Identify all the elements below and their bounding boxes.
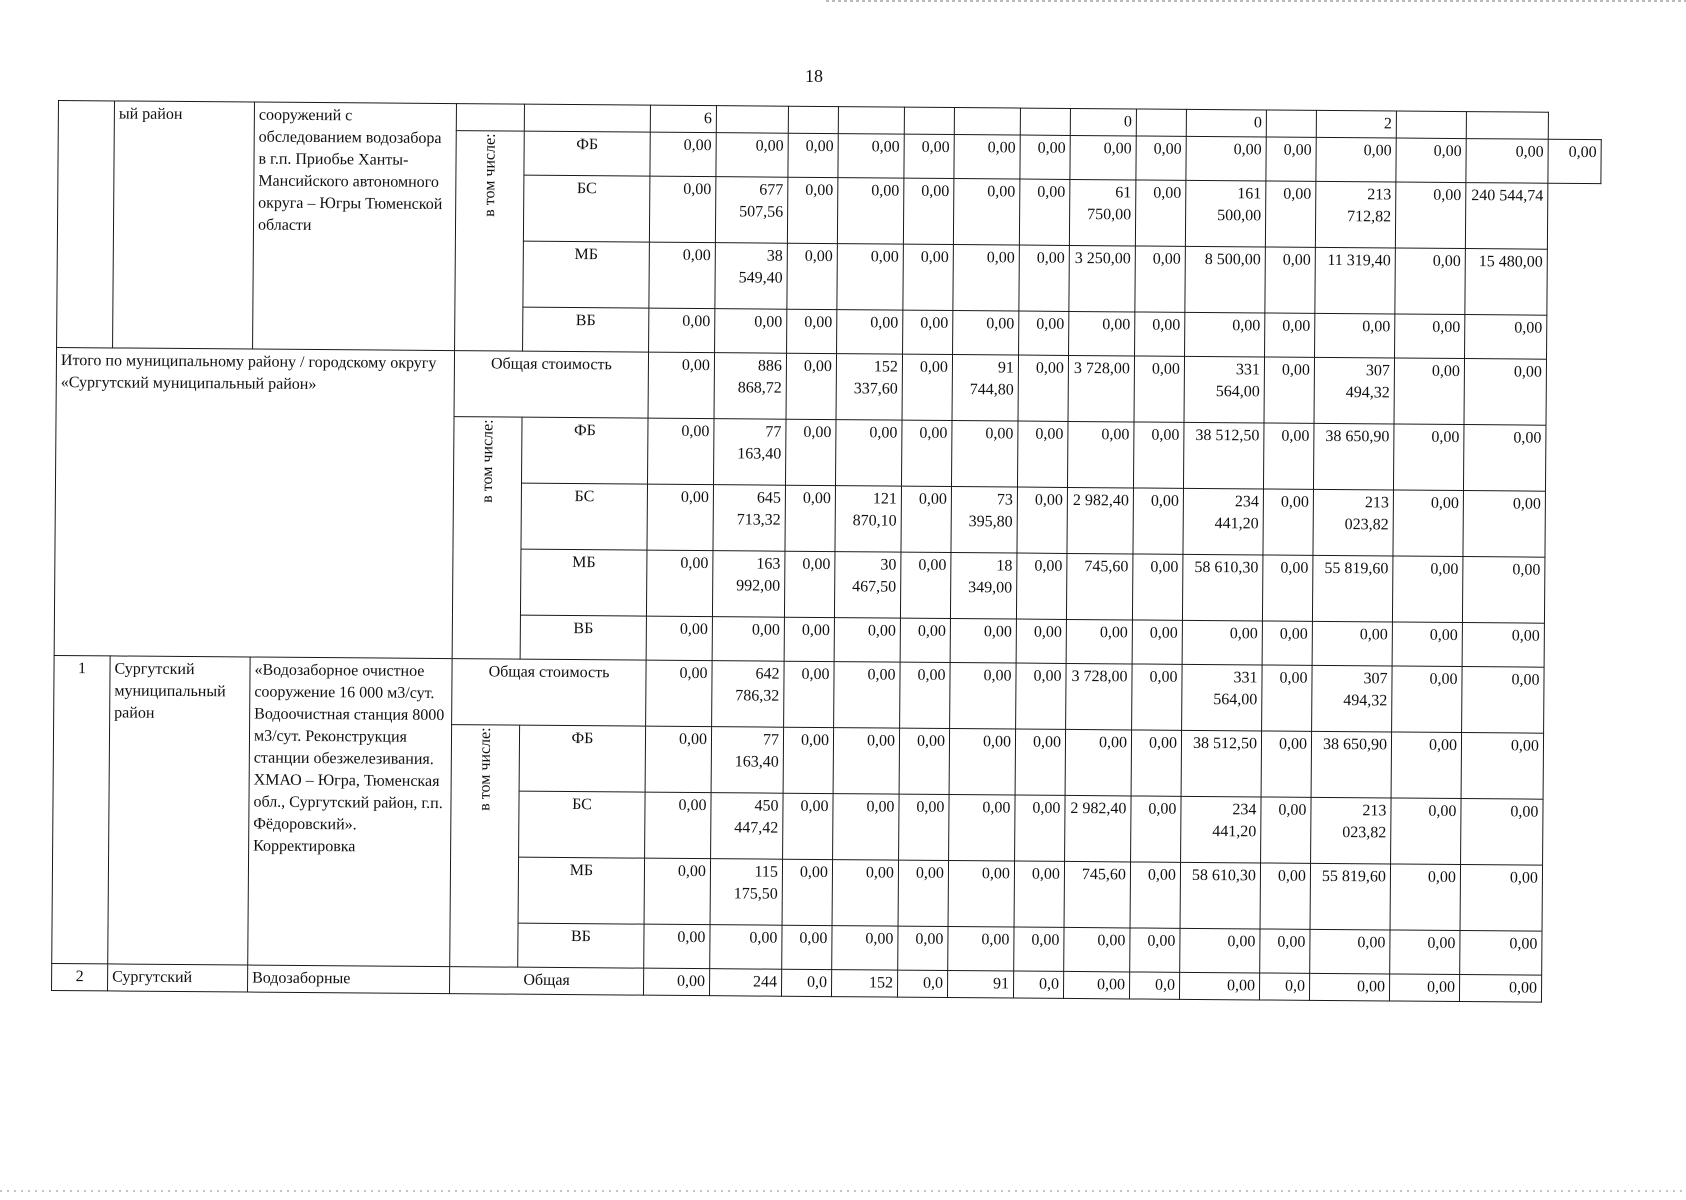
total-title-cell: Итого по муниципальному району / городскому округу «Сургутский муниципальный район» (54, 347, 454, 658)
fund-label-cell: ВБ (518, 923, 644, 968)
page-number: 18 (805, 66, 823, 86)
value-cell: 0,00 (1180, 928, 1260, 973)
value-cell: 0,00 (643, 968, 709, 996)
value-cell: 18 349,00 (950, 553, 1017, 620)
value-cell: 38 512,50 (1183, 422, 1264, 489)
table-body (52, 101, 1602, 1003)
value-cell: 0,00 (710, 925, 782, 970)
value-cell: 0,00 (783, 793, 834, 859)
value-cell: 0,00 (648, 418, 715, 485)
value-cell: 0,00 (899, 728, 950, 794)
fund-label-cell: БС (519, 791, 646, 858)
total-label-cell: Общая стоимость (454, 351, 649, 419)
value-cell: 2 982,40 (1065, 795, 1132, 862)
value-cell: 0,00 (1395, 314, 1465, 359)
value-cell: 0,0 (1013, 971, 1063, 998)
scan-noise-bottom (0, 1190, 1686, 1192)
value-cell: 0,00 (837, 178, 904, 245)
value-cell: 0,00 (782, 925, 832, 969)
value-cell: 0,00 (1265, 247, 1316, 313)
value-cell: 0,00 (1132, 664, 1183, 730)
value-cell: 0,00 (1135, 180, 1186, 246)
description-cell: сооружений с обследованием водозабора в г.п. Приобье Ханты-Мансийского автономного округа – Югры Тюменской области (253, 102, 457, 351)
value-cell: 0,00 (948, 861, 1015, 928)
value-cell: 0,00 (785, 419, 836, 485)
value-cell: 0,00 (1262, 621, 1312, 665)
value-cell: 0,00 (648, 352, 715, 419)
value-cell: 745,60 (1066, 553, 1133, 620)
value-cell: 645 713,32 (713, 485, 786, 552)
item-number-cell: 1 (52, 655, 110, 963)
value-cell: 0,00 (837, 310, 903, 355)
value-cell: 3 728,00 (1068, 355, 1135, 422)
value-cell: 0,00 (784, 661, 835, 727)
value-cell: 0,00 (1134, 356, 1185, 422)
value-cell: 0,00 (902, 354, 953, 420)
value-cell: 234 441,20 (1183, 488, 1264, 555)
value-cell: 0,00 (644, 924, 710, 969)
carry-cell (524, 104, 650, 132)
value-cell: 38 549,40 (715, 243, 788, 310)
value-cell: 0,00 (898, 926, 948, 970)
value-cell: 0,0 (1129, 972, 1179, 999)
value-cell: 0,00 (903, 178, 954, 244)
value-cell: 213 023,82 (1311, 797, 1392, 864)
value-cell: 0,00 (1015, 729, 1066, 795)
value-cell: 73 395,80 (951, 487, 1018, 554)
value-cell: 115 175,50 (710, 859, 783, 926)
value-cell: 61 750,00 (1069, 179, 1136, 246)
value-cell: 0,00 (901, 486, 952, 552)
fund-label-cell: ФБ (519, 725, 646, 792)
carry-cell: 0 (1186, 109, 1266, 137)
value-cell: 0,00 (1015, 795, 1066, 861)
value-cell: 0,00 (953, 311, 1019, 356)
carry-cell (788, 106, 838, 133)
value-cell: 0,00 (650, 132, 716, 177)
value-cell: 0,00 (1016, 663, 1067, 729)
value-cell: 0,00 (1464, 359, 1547, 426)
value-cell: 0,00 (901, 420, 952, 486)
value-cell: 0,00 (646, 616, 712, 661)
value-cell: 0,00 (1265, 181, 1316, 247)
value-cell: 642 786,32 (712, 661, 785, 728)
value-cell: 161 500,00 (1185, 180, 1266, 247)
value-cell: 38 512,50 (1181, 730, 1262, 797)
value-cell: 0,00 (1018, 355, 1069, 421)
vertical-label-cell (455, 131, 525, 352)
value-cell: 0,00 (1065, 729, 1132, 796)
value-cell: 0,00 (783, 727, 834, 793)
scan-noise-top (826, 0, 1686, 2)
value-cell: 0,00 (904, 134, 954, 178)
value-cell: 0,00 (1462, 623, 1544, 668)
value-cell: 0,00 (1395, 248, 1466, 315)
value-cell: 0,00 (1133, 488, 1184, 554)
value-cell: 0,00 (785, 485, 836, 551)
carry-cell (904, 107, 954, 134)
value-cell: 0,00 (1063, 971, 1129, 999)
value-cell: 0,00 (1131, 796, 1182, 862)
value-cell: 0,00 (833, 794, 900, 861)
value-cell: 0,00 (716, 133, 788, 178)
value-cell: 307 494,32 (1312, 665, 1393, 732)
value-cell: 0,00 (1461, 733, 1544, 800)
value-cell: 0,00 (787, 243, 838, 309)
value-cell: 0,00 (1393, 490, 1464, 557)
value-cell: 0,00 (900, 618, 950, 662)
value-cell: 0,00 (1265, 313, 1315, 357)
value-cell: 0,00 (1016, 619, 1066, 663)
vertical-label: в том числе: (480, 133, 499, 217)
value-cell: 0,00 (1463, 491, 1546, 558)
value-cell: 0,00 (1392, 666, 1463, 733)
value-cell: 0,00 (1462, 557, 1545, 624)
carry-cell (1020, 108, 1070, 135)
value-cell: 0,00 (1390, 930, 1460, 975)
value-cell: 0,00 (649, 242, 716, 309)
district-cell: ый район (113, 101, 255, 349)
value-cell: 331 564,00 (1182, 664, 1263, 731)
value-cell: 0,00 (1392, 556, 1463, 623)
value-cell: 0,00 (1066, 619, 1132, 664)
blank-number-cell (57, 101, 115, 348)
value-cell: 0,00 (646, 660, 713, 727)
value-cell: 0,00 (1133, 422, 1184, 488)
value-cell: 0,00 (1130, 862, 1181, 928)
value-cell: 0,00 (1019, 311, 1069, 355)
value-cell: 0,00 (1264, 357, 1315, 423)
value-cell: 3 250,00 (1069, 245, 1136, 312)
value-cell: 240 544,74 (1465, 183, 1548, 250)
value-cell: 0,00 (645, 726, 712, 793)
value-cell: 0,00 (1020, 135, 1070, 179)
value-cell: 0,00 (1396, 138, 1466, 183)
value-cell: 0,00 (838, 134, 904, 179)
value-cell: 0,00 (1394, 358, 1465, 425)
fund-label-cell: БС (523, 175, 650, 242)
value-cell: 0,00 (1390, 864, 1461, 931)
value-cell: 677 507,56 (715, 177, 788, 244)
value-cell: 0,0 (1259, 973, 1309, 1000)
value-cell: 0,00 (1064, 927, 1130, 972)
value-cell: 77 163,40 (713, 419, 786, 486)
value-cell: 0,00 (1262, 555, 1313, 621)
value-cell: 38 650,90 (1311, 731, 1392, 798)
carry-cell: 6 (650, 105, 716, 133)
vertical-label: в том числе: (475, 727, 494, 811)
value-cell: 0,00 (1261, 731, 1312, 797)
value-cell: 0,00 (1067, 421, 1134, 488)
value-cell: 38 650,90 (1313, 423, 1394, 490)
value-cell: 0,00 (1132, 554, 1183, 620)
value-cell: 91 744,80 (952, 355, 1019, 422)
value-cell: 0,0 (781, 969, 831, 996)
value-cell: 0,00 (1310, 929, 1390, 974)
carry-cell (838, 107, 904, 135)
value-cell: 8 500,00 (1185, 246, 1266, 313)
value-cell: 0,00 (788, 133, 838, 177)
value-cell: 0,00 (786, 353, 837, 419)
value-cell: 213 023,82 (1313, 489, 1394, 556)
carry-cell (456, 104, 524, 132)
value-cell: 0,00 (647, 484, 714, 551)
value-cell: 0,00 (1182, 620, 1262, 665)
fund-label-cell: МБ (520, 549, 647, 616)
carry-cell: 2 (1316, 110, 1396, 138)
value-cell: 0,00 (832, 860, 899, 927)
value-cell: 0,00 (1312, 621, 1392, 666)
value-cell: 0,00 (1548, 139, 1601, 183)
value-cell: 2 982,40 (1067, 487, 1134, 554)
value-cell: 450 447,42 (711, 793, 784, 860)
carry-cell (716, 106, 788, 134)
value-cell: 0,00 (1309, 973, 1389, 1001)
value-cell: 0,00 (646, 550, 713, 617)
value-cell: 234 441,20 (1181, 796, 1262, 863)
value-cell: 0,00 (903, 244, 954, 310)
value-cell: 0,00 (645, 792, 712, 859)
value-cell: 0,00 (1186, 136, 1266, 181)
table-row (56, 347, 1599, 425)
value-cell: 0,00 (949, 795, 1016, 862)
value-cell: 55 819,60 (1312, 555, 1393, 622)
value-cell: 0,00 (1391, 798, 1462, 865)
value-cell: 0,00 (1315, 313, 1395, 358)
value-cell: 0,00 (1131, 730, 1182, 796)
value-cell: 886 868,72 (714, 353, 787, 420)
value-cell: 0,00 (782, 859, 833, 925)
value-cell: 0,00 (954, 135, 1020, 180)
carry-cell (1136, 109, 1186, 136)
value-cell: 0,00 (1179, 972, 1259, 1000)
value-cell: 331 564,00 (1184, 356, 1265, 423)
value-cell: 55 819,60 (1310, 863, 1391, 930)
value-cell: 0,00 (953, 179, 1020, 246)
carry-cell (1396, 111, 1466, 139)
value-cell: 11 319,40 (1315, 247, 1396, 314)
value-cell: 0,00 (1460, 865, 1543, 932)
value-cell: 0,00 (649, 308, 715, 353)
value-cell: 307 494,32 (1314, 357, 1395, 424)
fund-label-cell: ВБ (523, 307, 649, 352)
value-cell: 121 870,10 (835, 486, 902, 553)
value-cell: 0,00 (1460, 931, 1542, 976)
value-cell: 0,00 (1135, 246, 1186, 312)
value-cell: 0,00 (1389, 974, 1459, 1002)
value-cell: 0,00 (649, 176, 716, 243)
value-cell: 0,00 (900, 662, 951, 728)
value-cell: 745,60 (1064, 861, 1131, 928)
value-cell: 0,00 (900, 552, 951, 618)
value-cell: 0,00 (1316, 137, 1396, 182)
value-cell: 0,00 (1263, 423, 1314, 489)
carry-cell (1466, 112, 1548, 140)
fund-label-cell: ФБ (522, 417, 649, 484)
value-cell: 0,00 (834, 618, 900, 663)
value-cell: 0,00 (1017, 487, 1068, 553)
value-cell: 0,00 (1135, 312, 1185, 356)
value-cell: 0,00 (903, 310, 953, 354)
value-cell: 58 610,30 (1180, 862, 1261, 929)
value-cell: 77 163,40 (711, 727, 784, 794)
value-cell: 0,00 (1263, 489, 1314, 555)
value-cell: 0,00 (951, 421, 1018, 488)
value-cell: 0,00 (899, 794, 950, 860)
value-cell: 0,00 (644, 858, 711, 925)
value-cell: 0,00 (1019, 179, 1070, 245)
value-cell: 0,00 (833, 728, 900, 795)
value-cell: 0,00 (787, 177, 838, 243)
fund-label-cell: БС (521, 483, 648, 550)
value-cell: 0,00 (1393, 424, 1464, 491)
value-cell: 0,00 (712, 617, 784, 662)
value-cell: 0,00 (1132, 620, 1182, 664)
description-cell: «Водозаборное очистное сооружение 16 000 м3/сут. Водоочистная станция 8000 м3/сут. Реконструкция станции обезжелезивания. ХМАО – Югра, Тюменская обл., Сургутский район, г.п. Фёдоровский». Корректировка (248, 657, 452, 967)
table-wrapper (51, 100, 1602, 1003)
value-cell: 0,00 (832, 926, 898, 971)
district-cell: Сургутский (108, 964, 248, 992)
vertical-label-cell (450, 725, 520, 968)
value-cell: 0,00 (950, 619, 1016, 664)
value-cell: 0,00 (1262, 665, 1313, 731)
fund-label-cell: ФБ (524, 131, 650, 176)
value-cell: 0,00 (1463, 425, 1546, 492)
value-cell: 213 712,82 (1315, 181, 1396, 248)
fund-label-cell: МБ (518, 857, 645, 924)
carry-cell (954, 108, 1020, 136)
item-number-cell: 2 (52, 963, 108, 990)
value-cell: 3 728,00 (1066, 663, 1133, 730)
value-cell: 0,00 (1462, 667, 1545, 734)
value-cell: 0,00 (1070, 135, 1136, 180)
fund-label-cell: ВБ (520, 615, 646, 660)
value-cell: 244 (709, 969, 781, 997)
carry-cell: 0 (1070, 108, 1136, 136)
value-cell: 0,00 (1016, 553, 1067, 619)
value-cell: 0,00 (1395, 182, 1466, 249)
value-cell: 0,00 (953, 245, 1020, 312)
value-cell: 0,0 (897, 970, 947, 997)
value-cell: 0,00 (1019, 245, 1070, 311)
value-cell: 0,00 (1391, 732, 1462, 799)
value-cell: 0,00 (1136, 136, 1186, 180)
budget-table (51, 100, 1602, 1003)
value-cell: 0,00 (1069, 311, 1135, 356)
value-cell: 0,00 (1185, 312, 1265, 357)
value-cell: 0,00 (1260, 929, 1310, 973)
value-cell: 0,00 (784, 617, 834, 661)
value-cell: 0,00 (898, 860, 949, 926)
carry-cell (1266, 110, 1316, 137)
value-cell: 15 480,00 (1465, 249, 1548, 316)
vertical-label-cell (452, 417, 522, 660)
value-cell: 152 337,60 (836, 354, 903, 421)
value-cell: 30 467,50 (834, 552, 901, 619)
value-cell: 0,00 (1465, 315, 1547, 360)
fund-label-cell: МБ (523, 241, 650, 308)
total-label-cell: Общая стоимость (452, 659, 647, 727)
value-cell: 0,00 (835, 420, 902, 487)
value-cell: 152 (831, 970, 897, 998)
value-cell: 0,00 (949, 729, 1016, 796)
value-cell: 0,00 (1459, 975, 1541, 1003)
table-row (54, 655, 1597, 733)
district-cell: Сургутский муниципальный район (108, 656, 250, 965)
value-cell: 0,00 (834, 662, 901, 729)
value-cell: 0,00 (1461, 799, 1544, 866)
value-cell: 0,00 (948, 927, 1014, 972)
total-label-cell: Общая (449, 967, 643, 996)
value-cell: 0,00 (1392, 622, 1462, 667)
value-cell: 58 610,30 (1182, 554, 1263, 621)
value-cell: 0,00 (837, 244, 904, 311)
value-cell: 0,00 (787, 309, 837, 353)
value-cell: 0,00 (715, 309, 787, 354)
value-cell: 91 (947, 971, 1013, 999)
value-cell: 0,00 (950, 663, 1017, 730)
value-cell: 0,00 (1261, 797, 1312, 863)
value-cell: 0,00 (1266, 137, 1316, 181)
value-cell: 0,00 (784, 551, 835, 617)
value-cell: 163 992,00 (712, 551, 785, 618)
value-cell: 0,00 (1466, 139, 1548, 184)
value-cell: 0,00 (1130, 928, 1180, 972)
value-cell: 0,00 (1017, 421, 1068, 487)
vertical-label: в том числе: (478, 419, 497, 503)
value-cell: 0,00 (1014, 861, 1065, 927)
value-cell: 0,00 (1260, 863, 1311, 929)
description-cell: Водозаборные (248, 965, 450, 994)
value-cell: 0,00 (1014, 927, 1064, 971)
